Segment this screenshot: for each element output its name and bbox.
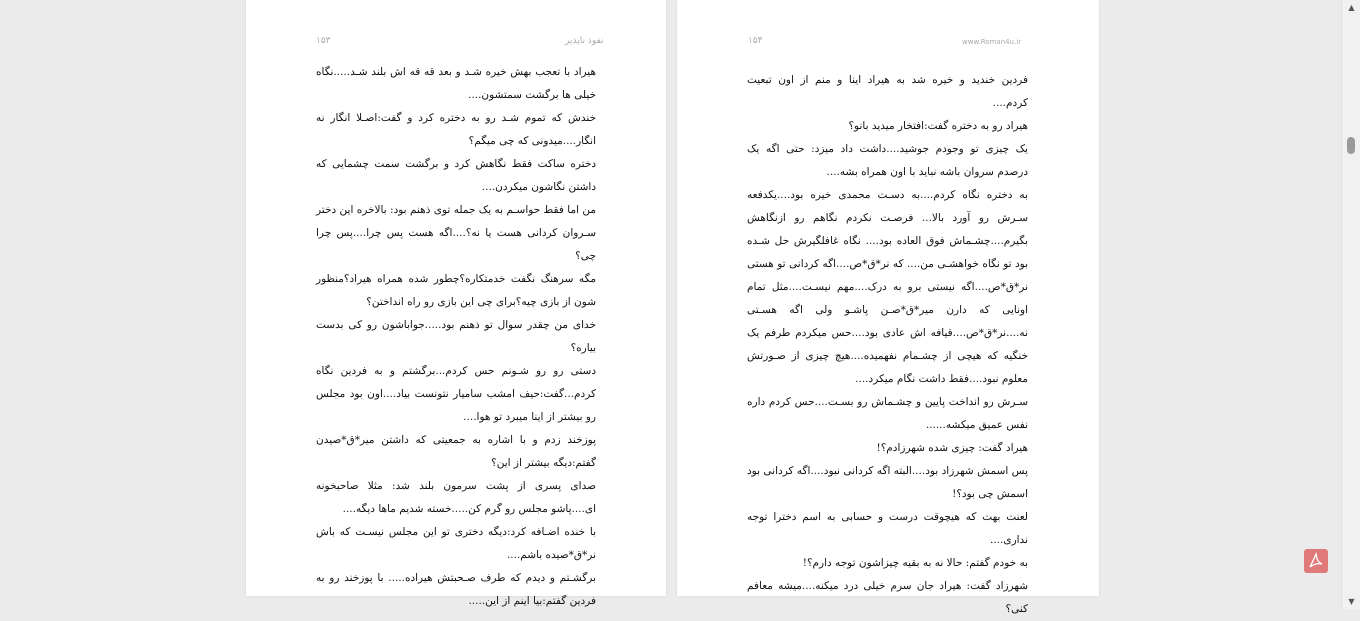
paragraph: لعنت بهت که هیچوقت درست و حسابی به اسم دخترا توجه نداری.... (747, 511, 1028, 546)
paragraph: به خودم گفتم: حالا نه به بقیه چیزاشون توجه دارم؟! (802, 557, 1028, 569)
paragraph: هیراد با تعجب بهش خیره شـد و بعد قه قه اش بلند شـد.....نگاه خیلی ها برگشت سمتشون.... (316, 66, 596, 101)
pdf-glyph-icon (1304, 549, 1328, 573)
paragraph: خندش که تموم شـد رو به دختره کرد و گفت:اصـلا انگار نه انگار....میدونی که چی میگم؟ (316, 112, 596, 147)
page-header-title: نفوذ ناپذیر (565, 36, 604, 46)
paragraph: مگه سرهنگ نگفت خدمتکاره؟چطور شده همراه هیراد؟منظور شون از بازی چیه؟برای چی این بازی رو راه انداختن؟ (316, 273, 596, 308)
scrollbar-thumb[interactable] (1347, 137, 1355, 154)
paragraph: هیراد رو به دختره گفت:افتخار میدید بانو؟ (848, 120, 1028, 132)
paragraph: دستی رو رو شـونم حس کردم...برگشتم و به فردین نگاه کردم...گفت:حیف امشب سامیار نتونست بیاد....اون بود مجلس رو بیشتر از اینا میبرد تو هوا.... (316, 365, 596, 423)
paragraph: شهرزاد گفت: هیراد جان سرم خیلی درد میکنه....میشه معافم کنی؟ (747, 580, 1028, 615)
paragraph: من اما فقط حواسـم به یک جمله توی ذهنم بود: بالاخره این دختر سـروان کردانی هست یا نه؟....اگه هست پس چرا....پس چرا چی؟ (316, 204, 596, 262)
paragraph: با خنده اضـافه کرد:دیگه دختری تو این مجلس نیسـت که باش نر*ق*صیده باشم.... (316, 526, 596, 561)
paragraph: دختره ساکت فقط نگاهش کرد و برگشت سمت چشمایی که داشتن نگاشون میکردن.... (316, 158, 596, 193)
page-154 (677, 0, 1099, 615)
paragraph: هیراد گفت: چیزی شده شهرزادم؟! (876, 442, 1028, 454)
pdf-icon[interactable] (1304, 549, 1328, 573)
paragraph: پوزخند زدم و با اشاره به جمعیتی که داشتن میر*ق*صیدن گفتم:دیگه بیشتر از این؟ (316, 434, 596, 469)
paragraph: به دختره نگاه کردم....به دسـت محمدی خیره بود....یکدفعه سـرش رو آورد بالا... فرصـت نکردم نگاهم رو ازنگاهش بگیرم....چشـماش فوق العاده بود.... نگاه غافلگیرش حل شـده بود تو نگاه خواهشـی من.... که نر*ق*ص....اگه کردانی تو هستی نر*ق*ص....اگه نیستی برو به درک....مهم نیسـت....مثل تمام اونایی که دارن میر*ق*صـن پاشـو ولی اگه هسـتی نه....نر*ق*ص....قیافه اش عادی بود....حس میکردم طرفم یک خنگیه که هیچی از چشـمام نفهمیده....هیچ چیزی از صـورتش معلوم نبود....فقط داشت نگام میکرد.... (747, 189, 1028, 385)
paragraph: سـرش رو انداخت پایین و چشـماش رو بسـت....حس کردم داره نفس عمیق میکشه...... (747, 396, 1028, 431)
page-number: ۱۵۳ (316, 36, 331, 46)
vertical-scrollbar[interactable] (1341, 0, 1360, 609)
page-153 (246, 0, 666, 607)
page-number: ۱۵۴ (748, 36, 763, 46)
paragraph: فردین خندید و خیره شد به هیراد اینا و منم از اون تبعیت کردم.... (747, 74, 1028, 109)
paragraph: پس اسمش شهرزاد بود....البته اگه کردانی نبود....اگه کردانی بود اسمش چی بود؟! (747, 465, 1028, 500)
page-body (316, 61, 596, 613)
paragraph: خدای من چقدر سوال تو ذهنم بود.....جواباشون رو کی بدست بیاره؟ (316, 319, 596, 354)
paragraph: صدای پسری از پشت سرمون بلند شد: مثلا صاحبخونه ای....پاشو مجلس رو گرم کن.....خسته شدیم ماها دیگه.... (316, 480, 596, 515)
page-header-site: www.Roman4u.ir (962, 38, 1022, 46)
page-body (747, 69, 1028, 621)
scroll-up-icon[interactable]: ▲ (1348, 3, 1355, 12)
paragraph: یک چیزی تو وجودم جوشید....داشت داد میزد: حتی اگه یک درصدم سروان باشه نباید با اون همراه بشه.... (747, 143, 1028, 178)
paragraph: برگشـتم و دیدم که طرف صـحبتش هیراده..... با پوزخند رو به فردین گفتم:بیا اینم از این..... (316, 572, 596, 607)
scroll-down-icon[interactable]: ▼ (1348, 597, 1355, 606)
